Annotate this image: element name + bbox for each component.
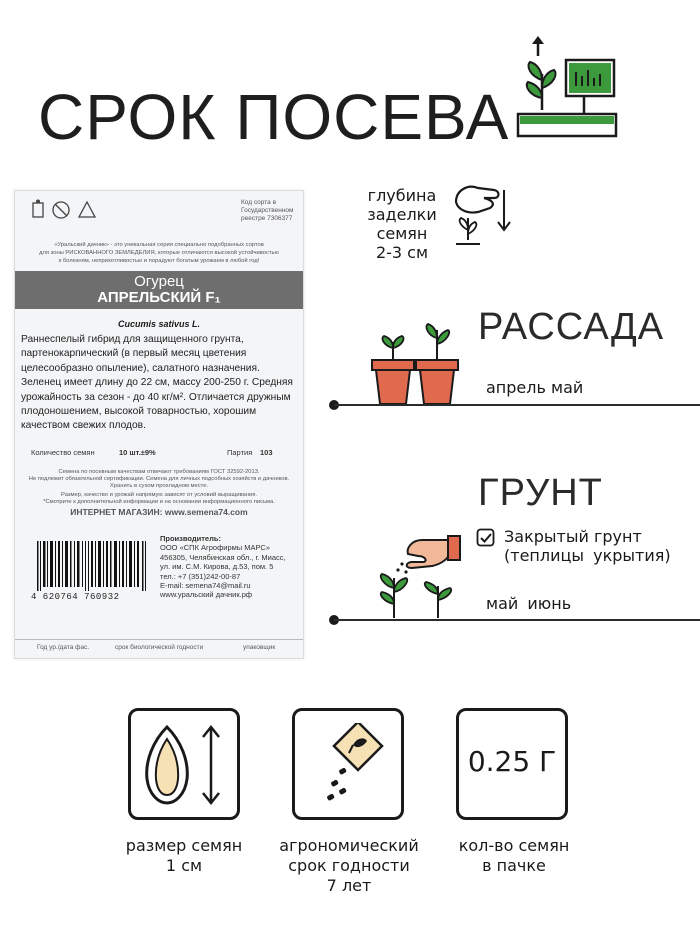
seedling-pots-icon [366, 320, 466, 406]
packet-footer [15, 639, 303, 659]
intro-line1: «Уральский дачник» - это уникальная серия специально подобранных сортов [54, 242, 264, 248]
batch-label: Партия [227, 448, 253, 457]
seed-packet-icon [313, 723, 389, 807]
caption-line: размер семян [125, 836, 243, 855]
producer-line: тел.: +7 (351)242-00-87 [160, 571, 241, 581]
producer-line: www.уральский дачник.рф [160, 590, 253, 600]
variety-band [15, 271, 303, 309]
caption-line: 1 см [165, 856, 203, 875]
seed-size-caption [104, 836, 264, 876]
depth-line3: семян [376, 224, 428, 243]
footer-packer: упаковщик [243, 644, 276, 651]
sort-code-line3: реестре 7306377 [241, 215, 293, 222]
intro-line3: к болезням, неприхотливостью и порадуют богатым урожаем в любой год! [58, 258, 260, 264]
sort-code-line2: Государственном [241, 207, 294, 214]
ground-option-line1: Закрытый грунт [504, 527, 642, 546]
depth-line2: заделки [367, 205, 437, 224]
fine-print-5: *Смотрите к дополнительной информации и на основании информационного письма. [43, 499, 275, 505]
ground-title: ГРУНТ [478, 472, 603, 514]
fine-print-1: Семена по посевным качествам отвечают требованиям ГОСТ 32592-2013. [58, 469, 260, 475]
page-title: СРОК ПОСЕВА [38, 81, 510, 153]
fine-print-3: Хранить в сухом прохладном месте. [109, 483, 209, 489]
depth-text [362, 186, 442, 262]
shop-url: ИНТЕРНЕТ МАГАЗИН: www.semena74.com [70, 507, 248, 517]
caption-line: срок годности [288, 856, 410, 875]
seedlings-months: апрель май [486, 378, 584, 397]
variety-description: Раннеспелый гибрид для защищенного грунта, партенокарпический (в первый месяц цветения целесообразно опыление), салатного назначения. Зеленец имеет длину до 22 см, массу 200-250 г. Средняя урожайность за сезон - до 40 кг/м². Отличается дружным плодоношением, высокой товарностью, хорошим качеством свежих плодов. [21, 334, 293, 432]
sowing-sign-icon [512, 36, 622, 142]
barcode [37, 541, 147, 591]
seed-packet [14, 190, 304, 659]
planting-hand-icon [372, 530, 468, 620]
shelf-life-caption [264, 836, 434, 896]
ground-timeline [334, 619, 700, 621]
seedlings-title: РАССАДА [478, 306, 665, 348]
caption-line: агрономический [279, 836, 419, 855]
batch-value: 103 [260, 448, 273, 457]
footer-term: срок биологической годности [115, 644, 204, 651]
seed-size-card [128, 708, 240, 820]
ground-months: май июнь [486, 594, 572, 613]
qty-label: Количество семян [31, 448, 95, 457]
seed-weight-card [456, 708, 568, 820]
footer-year: Год ур./дата фас. [37, 644, 90, 651]
crop-name: Огурец [134, 273, 184, 290]
producer-line: ООО «СПК Агрофирмы МАРС» [160, 543, 271, 553]
variety-name: АПРЕЛЬСКИЙ F₁ [97, 289, 221, 306]
depth-line1: глубина [367, 186, 437, 205]
producer-line: ул. им. С.М. Кирова, д.53, пом. 5 [160, 562, 274, 572]
caption-line: кол-во семян [458, 836, 570, 855]
shelf-life-card [292, 708, 404, 820]
seedlings-timeline [334, 404, 700, 406]
checkbox-icon [476, 528, 496, 548]
producer-line: 456305, Челябинская обл., г. Миасс, [160, 552, 286, 562]
qty-value: 10 шт.±9% [119, 448, 156, 457]
recycling-icons [31, 199, 109, 221]
seed-weight-value: 0.25 Г [467, 745, 557, 778]
ground-option-line2: (теплицы укрытия) [504, 546, 671, 565]
sowing-hand-icon [448, 180, 518, 254]
barcode-number: 4 620764 760932 [31, 592, 120, 602]
sort-code-line1: Код сорта в [241, 199, 277, 206]
intro-line2: для зоны РИСКОВАННОГО ЗЕМЛЕДЕЛИЯ, которые отличаются высокой устойчивостью [39, 250, 279, 256]
producer-line: E-mail: semena74@mail.ru [160, 581, 251, 591]
depth-line4: 2-3 см [375, 243, 429, 262]
fine-print-4: Размер, качество и урожай напрямую зависят от условий выращивания. [61, 492, 257, 498]
producer-title: Производитель: [160, 534, 221, 543]
caption-line: 7 лет [326, 876, 372, 895]
producer-block [160, 534, 300, 600]
caption-line: в пачке [482, 856, 546, 875]
seed-size-icon [139, 721, 231, 809]
latin-name: Cucumis sativus L. [117, 319, 201, 329]
seed-weight-caption [434, 836, 594, 876]
fine-print-2: Не подлежит обязательной сертификации. Семена для личных подсобных хозяйств и дачников. [28, 476, 290, 482]
